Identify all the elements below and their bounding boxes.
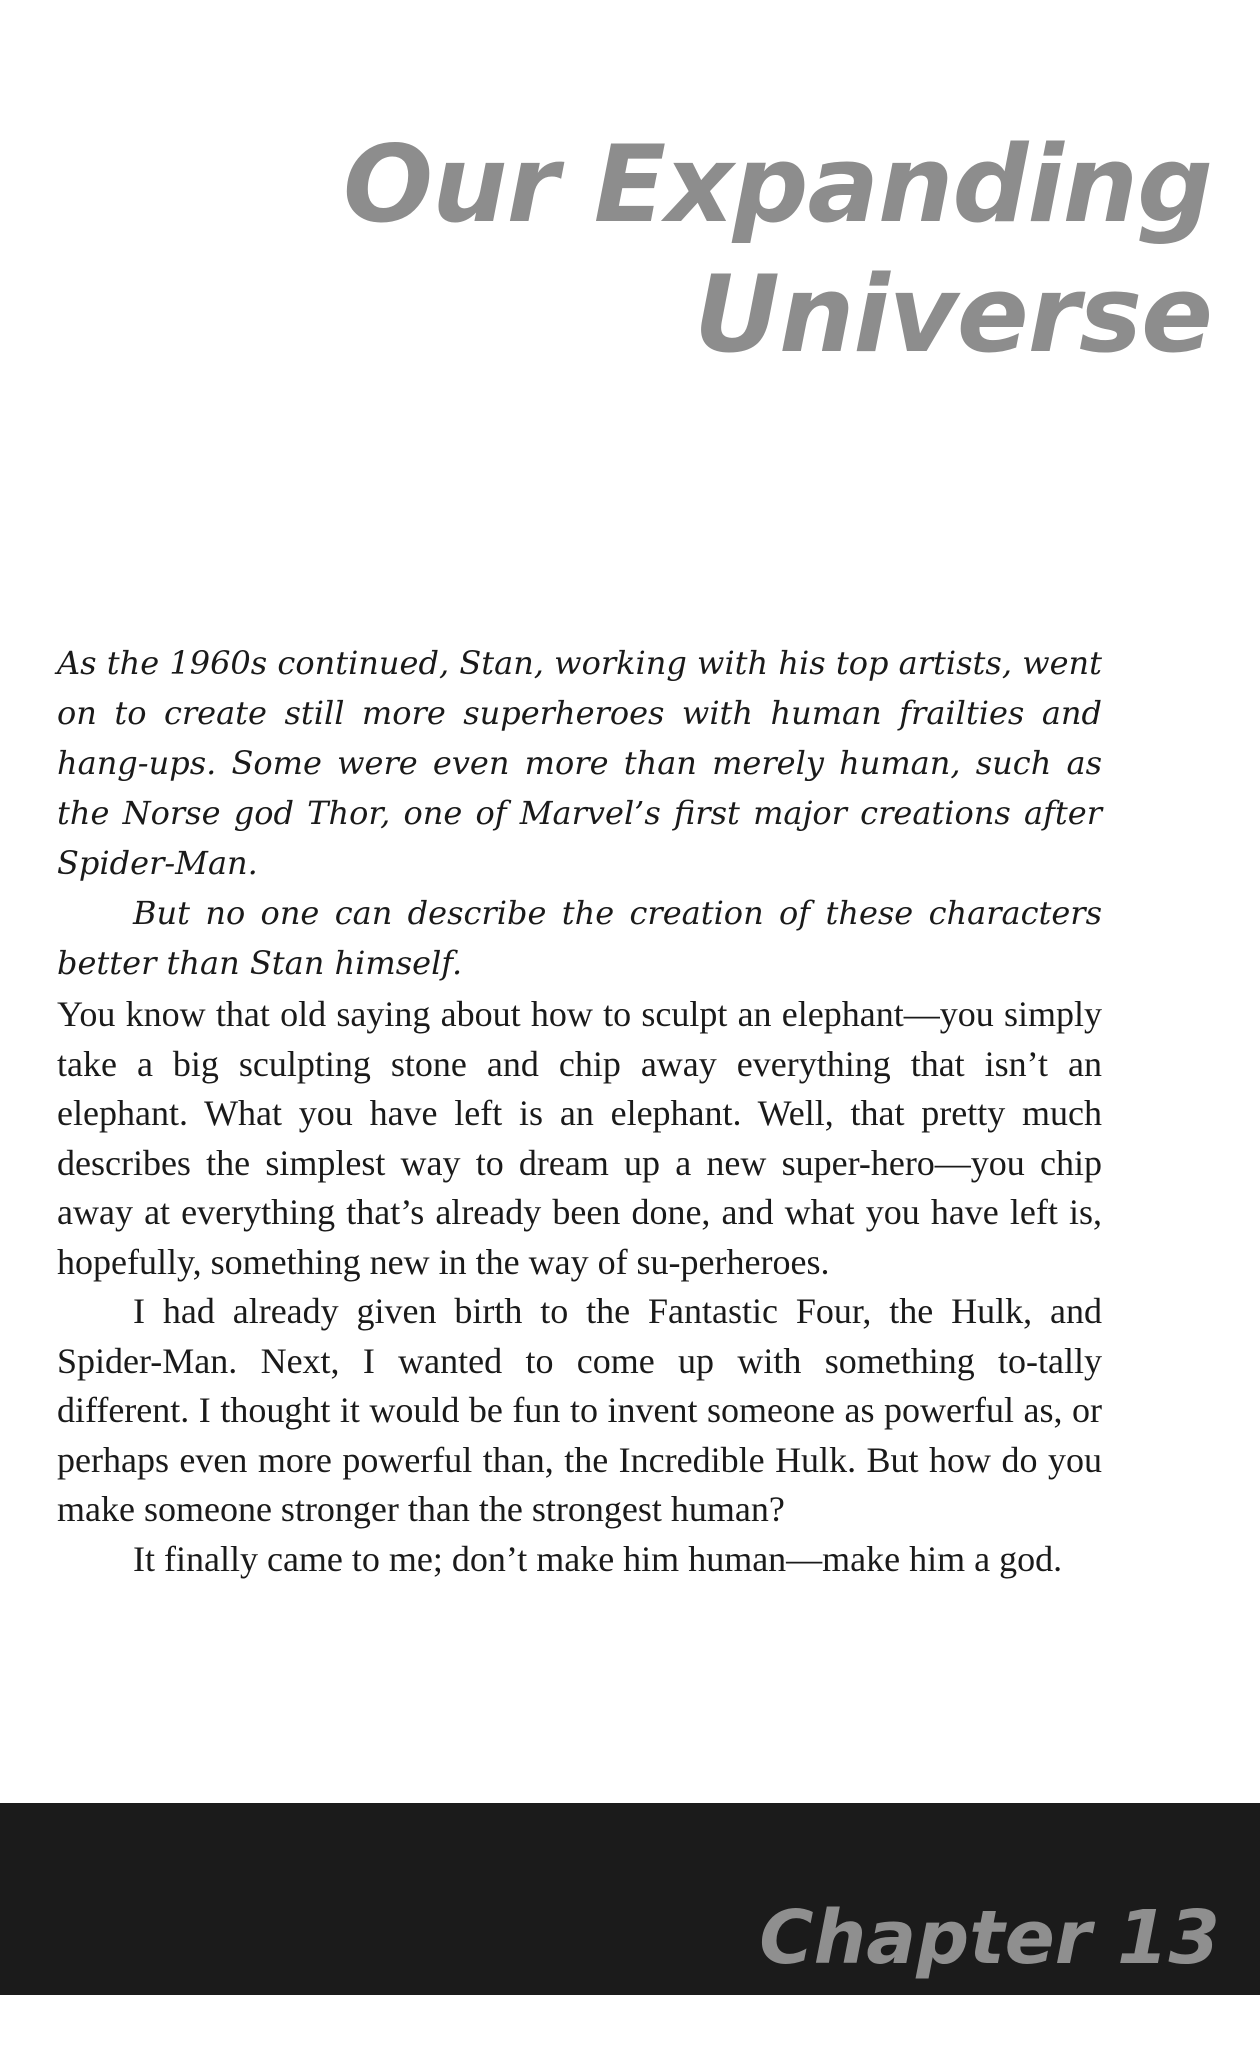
body-paragraph: You know that old saying about how to sculpt an elephant—you simply take a big sculpting stone and chip away everything that isn’t an elephant. What you have left is an elephant. Well, that pretty much describes the simplest way to dream up a new super-hero—you chip away at everything that’s already been done, and what you have left is, hopefully, something new in the way of su-perheroes. xyxy=(57,994,1102,1282)
body-paragraph: I had already given birth to the Fantastic Four, the Hulk, and Spider-Man. Next, I wanted to come up with something to-tally different. I thought it would be fun to invent someone as powerful as, or perhaps even more powerful than, the Incredible Hulk. But how do you make someone stronger than the strongest human? xyxy=(57,1291,1102,1529)
chapter-title xyxy=(343,120,1212,380)
intro-paragraph: As the 1960s continued, Stan, working with his top artists, went on to create still more superheroes with human frailties and hang-ups. Some were even more than merely human, such as the Norse god Thor, one of Marvel’s first major creations after Spider-Man. xyxy=(57,644,1102,882)
chapter-title-line-2: Universe xyxy=(693,253,1212,376)
body-text xyxy=(57,990,1102,1584)
body-paragraph: It finally came to me; don’t make him human—make him a god. xyxy=(133,1538,1063,1579)
chapter-number-label: Chapter 13 xyxy=(759,1895,1220,1981)
intro-italic-text xyxy=(57,638,1102,988)
chapter-title-line-1: Our Expanding xyxy=(343,123,1212,246)
intro-paragraph: But no one can describe the creation of these characters better than Stan himself. xyxy=(57,894,1102,982)
